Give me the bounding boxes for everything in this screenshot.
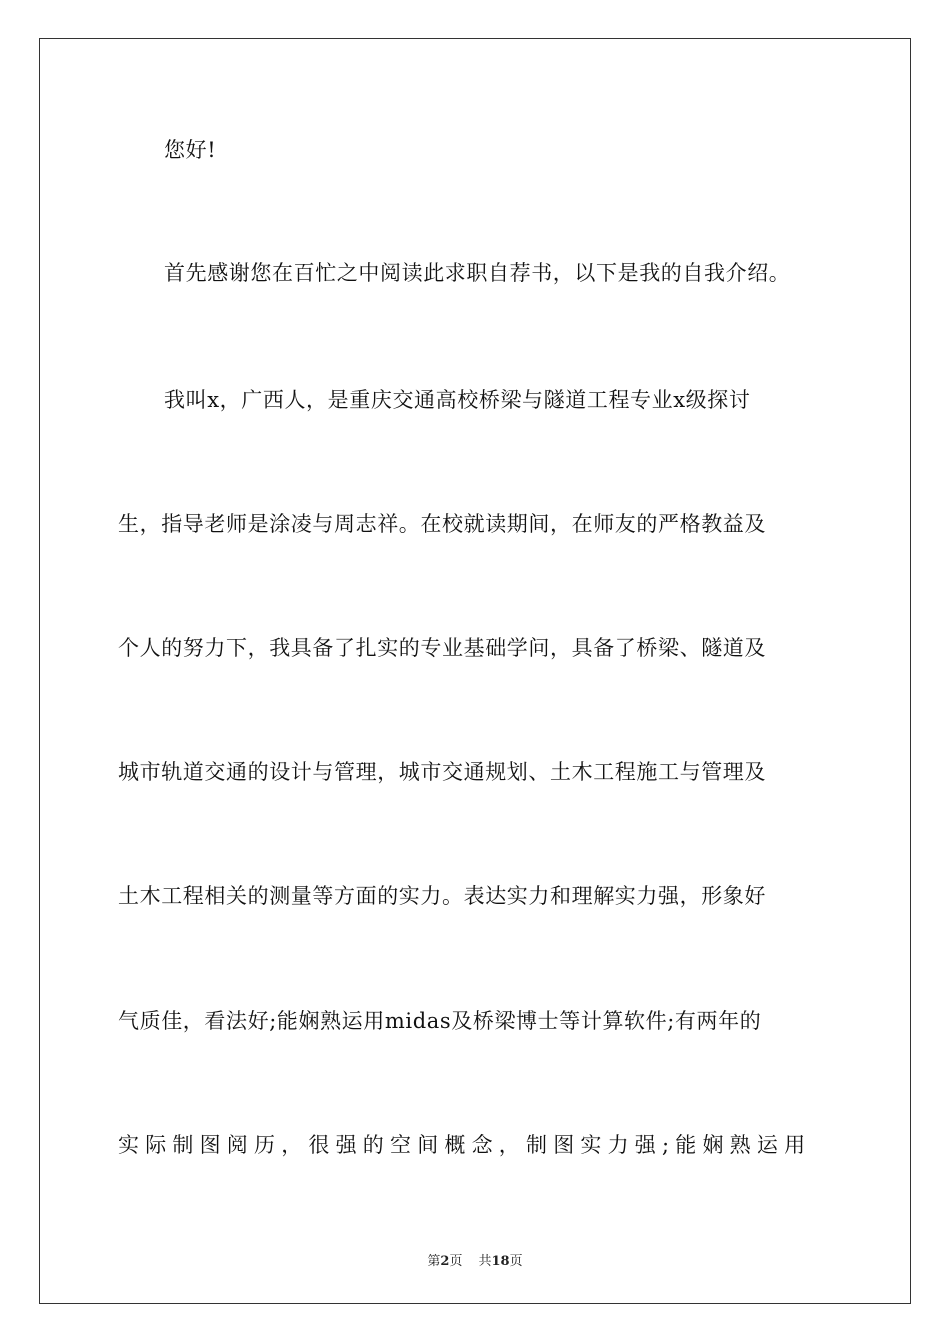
total-prefix: 共 xyxy=(478,1254,492,1269)
page-border xyxy=(39,38,911,1304)
page-prefix: 第 xyxy=(427,1254,441,1269)
body-line-1: 我叫x，广西人，是重庆交通高校桥梁与隧道工程专业x级探讨 xyxy=(164,388,751,412)
total-suffix: 页 xyxy=(509,1254,523,1269)
page-suffix: 页 xyxy=(449,1254,463,1269)
body-line-3: 个人的努力下，我具备了扎实的专业基础学问，具备了桥梁、隧道及 xyxy=(118,636,766,660)
body-line-7: 实际制图阅历，很强的空间概念，制图实力强;能娴熟运用 xyxy=(118,1133,812,1157)
body-line-4: 城市轨道交通的设计与管理，城市交通规划、土木工程施工与管理及 xyxy=(118,760,766,784)
greeting-line: 您好! xyxy=(164,138,217,162)
intro-line: 首先感谢您在百忙之中阅读此求职自荐书，以下是我的自我介绍。 xyxy=(164,261,791,285)
body-line-2: 生，指导老师是涂凌与周志祥。在校就读期间，在师友的严格教益及 xyxy=(118,512,766,536)
total-page-number: 18 xyxy=(491,1254,510,1269)
page-footer xyxy=(0,1250,950,1269)
body-line-6: 气质佳，看法好;能娴熟运用midas及桥梁博士等计算软件;有两年的 xyxy=(118,1009,762,1033)
current-page-number: 2 xyxy=(440,1254,450,1269)
body-line-5: 土木工程相关的测量等方面的实力。表达实力和理解实力强，形象好 xyxy=(118,884,766,908)
